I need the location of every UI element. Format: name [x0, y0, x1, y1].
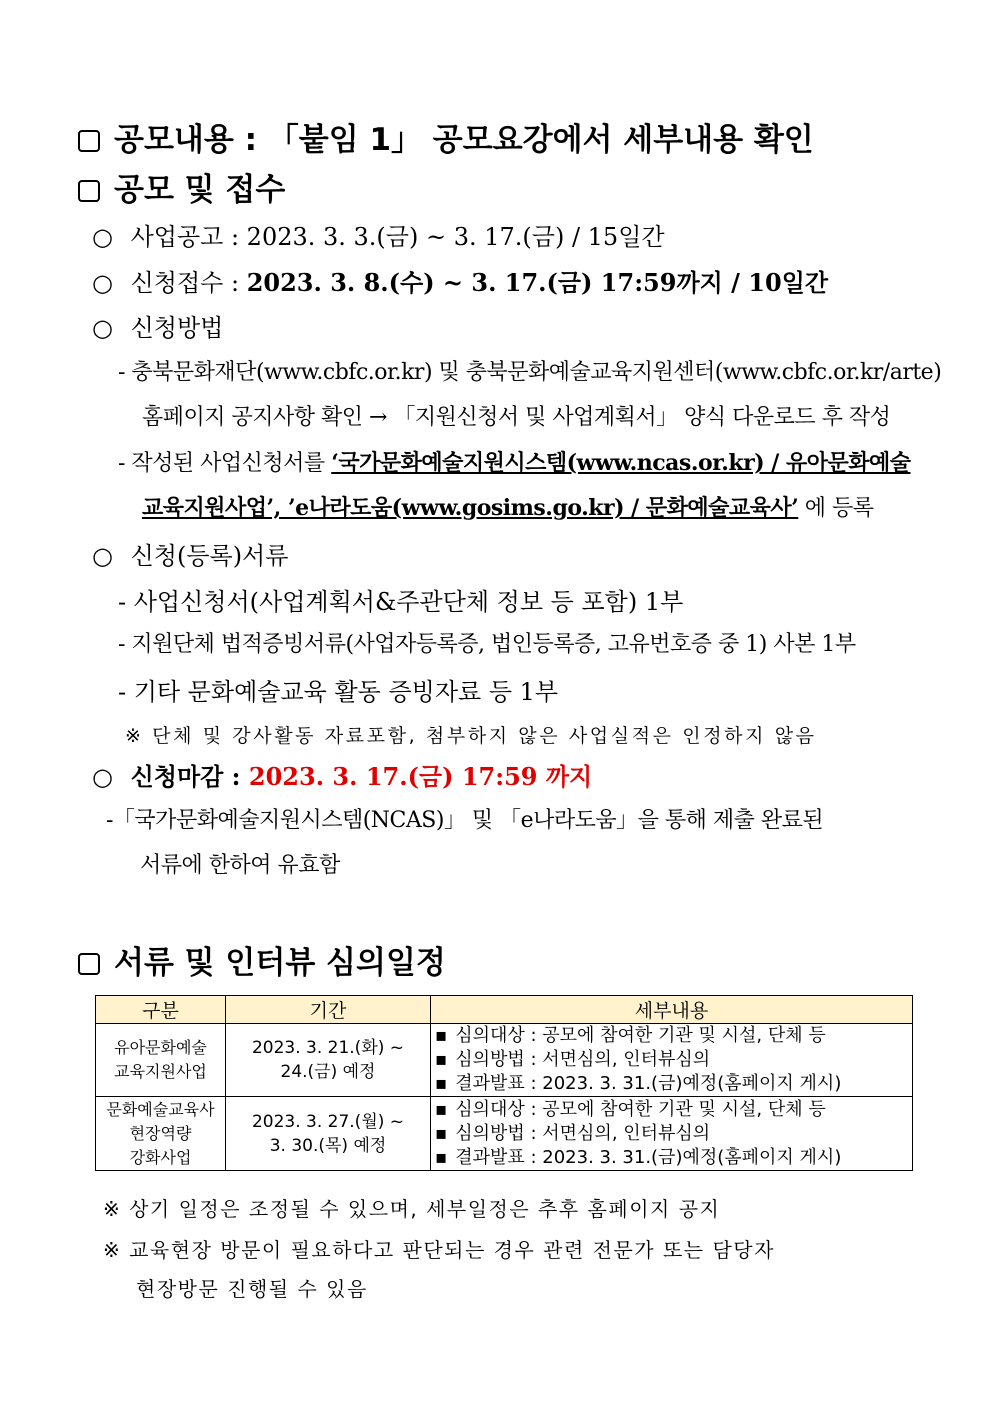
table-row	[96, 1024, 913, 1097]
notice-value: 2023. 3. 8.(수) ~ 3. 17.(금) 17:59까지 / 10일간	[246, 268, 829, 297]
column-header: 구분	[96, 996, 226, 1024]
circle-bullet-icon: ○	[92, 314, 113, 342]
document-note: ※ 단체 및 강사활동 자료포함, 첨부하지 않은 사업실적은 인정하지 않음	[125, 725, 817, 747]
notice-item-reception	[92, 263, 828, 298]
details-cell	[431, 1097, 913, 1171]
notice-item-documents	[92, 536, 288, 571]
deadline-line: -「국가문화예술지원시스템(NCAS)」 및 「e나라도움」을 통해 제출 완료된	[106, 808, 824, 833]
registration-link[interactable]: 교육지원사업’, ’e나라도움(www.gosims.go.kr) / 문화예술교육사’	[142, 495, 799, 521]
method-text: - 작성된 사업신청서를	[118, 451, 332, 476]
period-line: 2023. 3. 21.(화) ~	[251, 1038, 405, 1058]
detail-item: ▪ 심의방법 : 서면심의, 인터뷰심의	[435, 1048, 908, 1072]
section-heading-content	[78, 114, 814, 159]
notice-text: 사업공고 : 2023. 3. 3.(금) ~ 3. 17.(금) / 15일간	[130, 223, 665, 251]
checkbox-square-icon	[78, 180, 100, 202]
notice-item-deadline	[92, 757, 592, 792]
footnote: 현장방문 진행될 수 있음	[136, 1277, 368, 1301]
column-header: 기간	[226, 996, 431, 1024]
footnote: ※ 상기 일정은 조정될 수 있으며, 세부일정은 추후 홈페이지 공지	[103, 1197, 721, 1221]
detail-item: ▪ 심의방법 : 서면심의, 인터뷰심의	[435, 1122, 908, 1146]
document-line: - 기타 문화예술교육 활동 증빙자료 등 1부	[118, 678, 559, 706]
program-name-line: 강화사업	[129, 1147, 192, 1167]
registration-link[interactable]: ‘국가문화예술지원시스템(www.ncas.or.kr) / 유아문화예술	[331, 450, 911, 476]
detail-item: ▪ 심의대상 : 공모에 참여한 기관 및 시설, 단체 등	[435, 1098, 908, 1122]
method-line	[142, 491, 874, 522]
period-cell	[226, 1097, 431, 1171]
program-name-line: 교육지원사업	[114, 1062, 207, 1081]
section-title: 공모내용 : 「붙임 1」 공모요강에서 세부내용 확인	[114, 122, 814, 158]
period-line: 2023. 3. 27.(월) ~	[251, 1111, 405, 1132]
table-row	[96, 1097, 913, 1171]
column-header: 세부내용	[431, 996, 913, 1024]
deadline-value: 2023. 3. 17.(금) 17:59 까지	[248, 762, 593, 791]
checkbox-square-icon	[78, 130, 100, 152]
program-name-line: 문화예술교육사	[106, 1099, 215, 1119]
method-line	[118, 446, 911, 477]
program-name-line: 유아문화예술	[114, 1038, 207, 1057]
schedule-table	[95, 995, 913, 1171]
period-line: 24.(금) 예정	[280, 1062, 376, 1082]
detail-item: ▪ 심의대상 : 공모에 참여한 기관 및 시설, 단체 등	[435, 1024, 908, 1048]
document-line: - 사업신청서(사업계획서&주관단체 정보 등 포함) 1부	[118, 588, 684, 616]
program-name-cell	[96, 1097, 226, 1171]
footnote: ※ 교육현장 방문이 필요하다고 판단되는 경우 관련 전문가 또는 담당자	[103, 1238, 775, 1262]
circle-bullet-icon: ○	[92, 223, 113, 251]
section-title: 공모 및 접수	[114, 172, 286, 208]
detail-item: ▪ 결과발표 : 2023. 3. 31.(금)예정(홈페이지 게시)	[435, 1146, 908, 1170]
period-cell	[226, 1024, 431, 1097]
section-heading-application	[78, 164, 285, 209]
period-line: 3. 30.(목) 예정	[269, 1135, 387, 1156]
table-header-row	[96, 996, 913, 1024]
notice-item-method	[92, 308, 223, 343]
program-name-cell	[96, 1024, 226, 1097]
circle-bullet-icon: ○	[92, 269, 113, 297]
notice-item-announcement	[92, 217, 665, 252]
details-cell	[431, 1024, 913, 1097]
method-line: - 충북문화재단(www.cbfc.or.kr) 및 충북문화예술교육지원센터(www.cbfc.or.kr/arte)	[118, 360, 942, 385]
notice-label: 신청접수 :	[130, 269, 247, 297]
section-heading-schedule	[78, 937, 446, 982]
method-line: 홈페이지 공지사항 확인 → 「지원신청서 및 사업계획서」 양식 다운로드 후 작성	[142, 405, 891, 430]
section-title: 서류 및 인터뷰 심의일정	[114, 945, 446, 981]
notice-text: 신청방법	[130, 314, 224, 342]
detail-item: ▪ 결과발표 : 2023. 3. 31.(금)예정(홈페이지 게시)	[435, 1072, 908, 1096]
document-line: - 지원단체 법적증빙서류(사업자등록증, 법인등록증, 고유번호증 중 1) 사본 1부	[118, 632, 856, 657]
circle-bullet-icon: ○	[92, 763, 113, 791]
program-name-line: 현장역량	[129, 1123, 192, 1143]
deadline-line: 서류에 한하여 유효함	[140, 853, 340, 878]
notice-text: 신청(등록)서류	[130, 542, 289, 570]
notice-label: 신청마감 :	[130, 762, 249, 791]
method-text: 에 등록	[798, 496, 874, 521]
circle-bullet-icon: ○	[92, 542, 113, 570]
checkbox-square-icon	[78, 953, 100, 975]
